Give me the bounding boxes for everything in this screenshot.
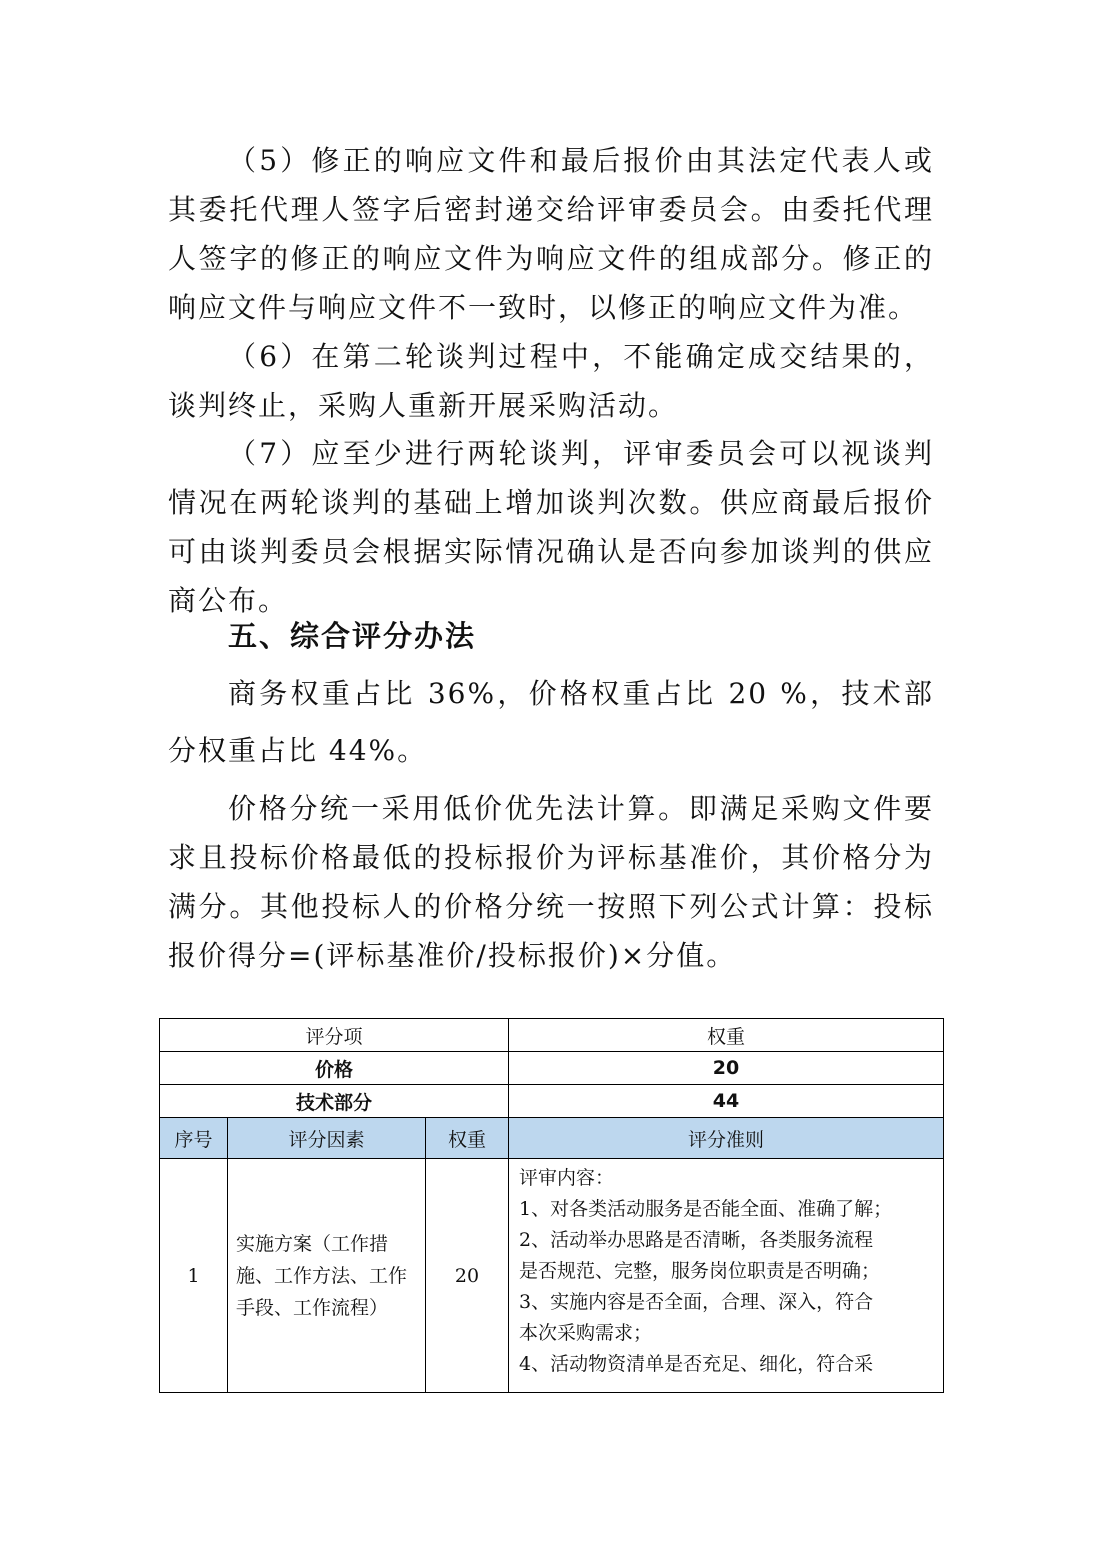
scoring-table	[159, 1018, 944, 1393]
tech-label: 技术部分	[160, 1085, 509, 1118]
criteria-line: 2、活动举办思路是否清晰，各类服务流程	[519, 1229, 874, 1251]
header-criteria: 评分准则	[509, 1118, 944, 1159]
header-no: 序号	[160, 1118, 228, 1159]
row-no: 1	[160, 1159, 228, 1393]
criteria-line: 3、实施内容是否全面，合理、深入，符合	[519, 1291, 874, 1313]
paragraph-5: （5）修正的响应文件和最后报价由其法定代表人或其委托代理人签字后密封递交给评审委员会。由委托代理人签字的修正的响应文件为响应文件的组成部分。修正的响应文件与响应文件不一致时，以修正的响应文件为准。	[168, 144, 934, 324]
header-weight: 权重	[426, 1118, 509, 1159]
criteria-line: 1、对各类活动服务是否能全面、准确了解；	[519, 1198, 893, 1220]
price-label: 价格	[160, 1052, 509, 1085]
paragraph-7: （7）应至少进行两轮谈判，评审委员会可以视谈判情况在两轮谈判的基础上增加谈判次数。供应商最后报价可由谈判委员会根据实际情况确认是否向参加谈判的供应商公布。	[168, 437, 934, 617]
row-factor: 实施方案（工作措施、工作方法、工作手段、工作流程）	[228, 1159, 426, 1393]
table-header-row	[160, 1118, 944, 1159]
tech-weight: 44	[509, 1085, 944, 1118]
price-formula-paragraph: 价格分统一采用低价优先法计算。即满足采购文件要求且投标价格最低的投标报价为评标基准价，其价格分为满分。其他投标人的价格分统一按照下列公式计算：投标报价得分=(评标基准价/投标报价)×分值。	[168, 792, 934, 972]
row-weight: 20	[426, 1159, 509, 1393]
criteria-line: 是否规范、完整，服务岗位职责是否明确；	[519, 1260, 881, 1282]
criteria-line: 本次采购需求；	[519, 1322, 653, 1344]
criteria-line: 评审内容：	[519, 1167, 615, 1189]
criteria-line: 4、活动物资清单是否充足、细化，符合采	[519, 1353, 874, 1375]
table-row	[160, 1085, 944, 1118]
row-criteria	[509, 1159, 944, 1393]
section-heading: 五、综合评分办法	[228, 619, 477, 653]
table-row	[160, 1019, 944, 1052]
weights-paragraph: 商务权重占比 36%，价格权重占比 20 %，技术部分权重占比 44%。	[168, 677, 934, 767]
paragraph-6: （6）在第二轮谈判过程中，不能确定成交结果的，谈判终止，采购人重新开展采购活动。	[168, 340, 934, 422]
header-factor: 评分因素	[228, 1118, 426, 1159]
col-item-header: 评分项	[160, 1019, 509, 1052]
table-row	[160, 1052, 944, 1085]
col-weight-header: 权重	[509, 1019, 944, 1052]
table-row	[160, 1159, 944, 1393]
price-weight: 20	[509, 1052, 944, 1085]
